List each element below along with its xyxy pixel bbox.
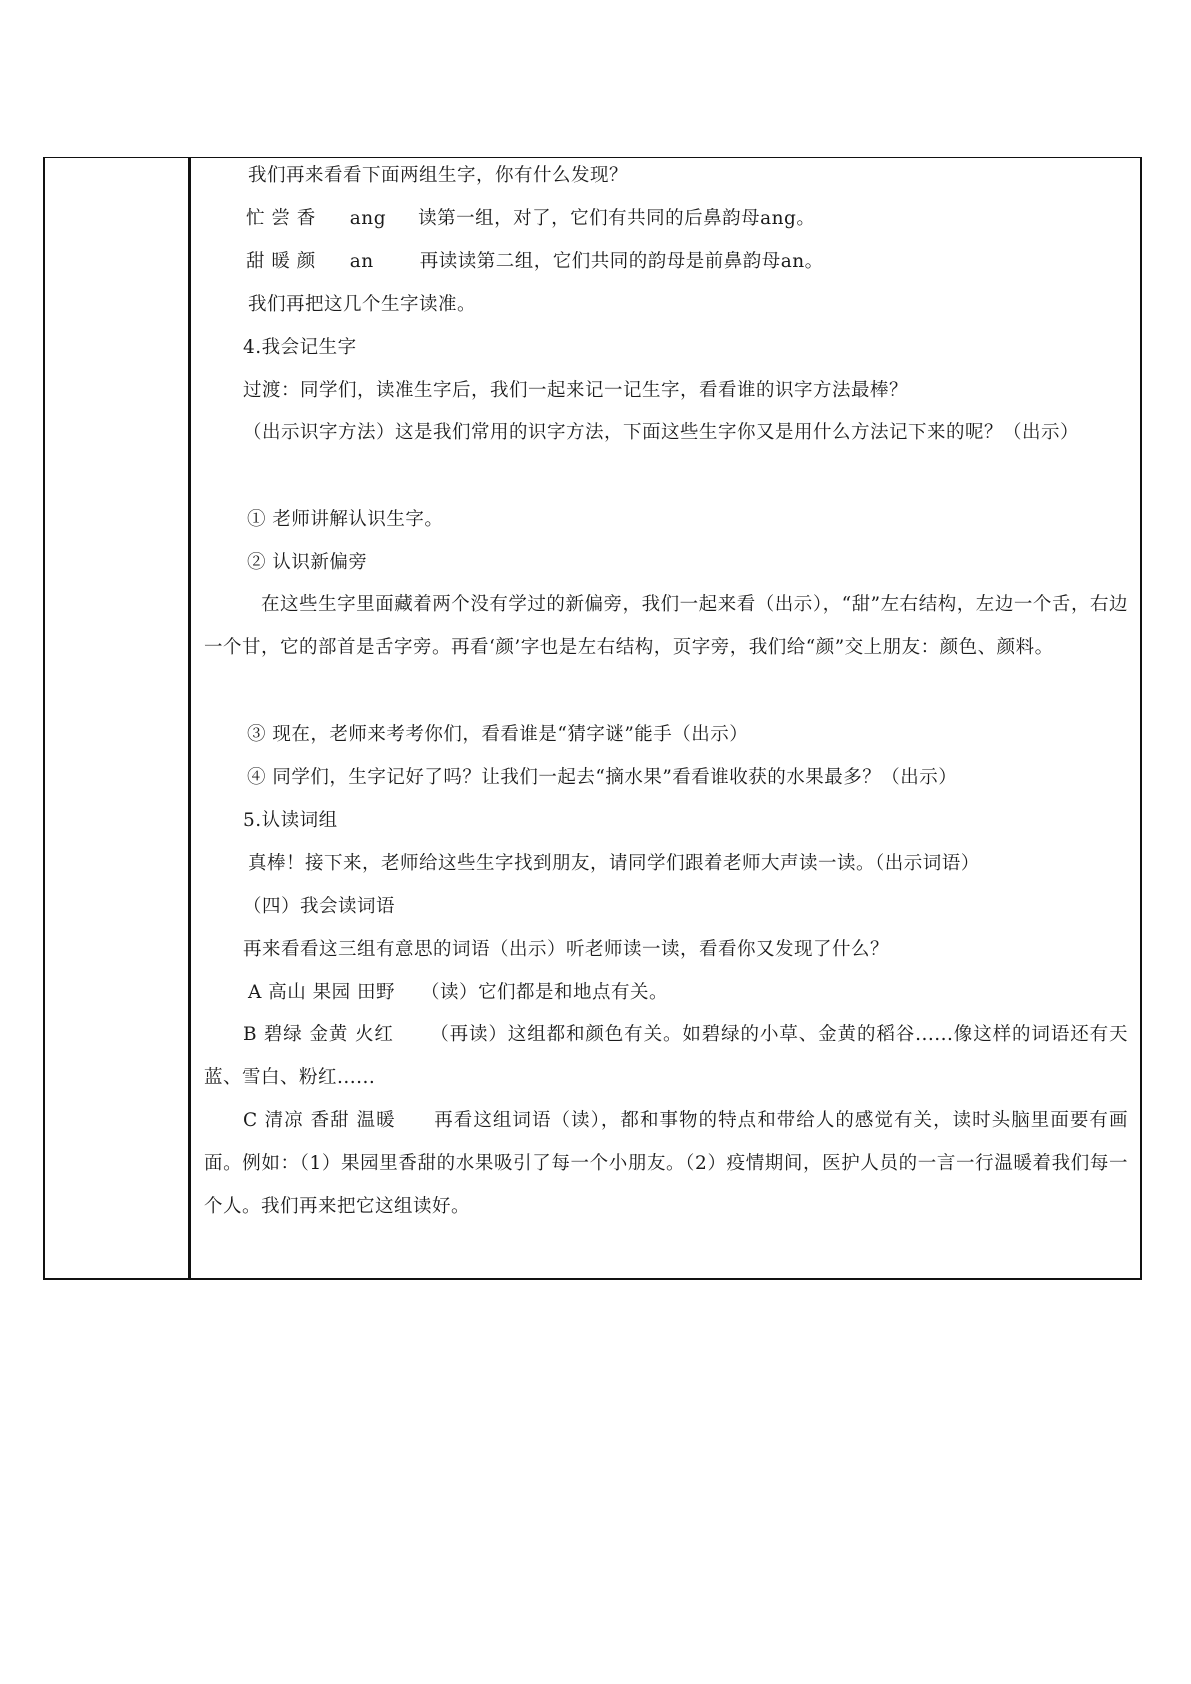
- line-read-again: 我们再把这几个生字读准。: [248, 294, 477, 315]
- word-group-c-words: C 清凉 香甜 温暖: [243, 1110, 396, 1131]
- step-2-new-radicals: ② 认识新偏旁: [247, 552, 368, 573]
- section-heading-read-phrases: 5.认读词组: [243, 810, 338, 831]
- step-1-teacher-explains: ① 老师讲解认识生字。: [247, 509, 444, 530]
- line-three-groups: 再来看看这三组有意思的词语（出示）听老师读一读，看看你又发现了什么？: [243, 939, 890, 960]
- word-group-c-explanation: 再看这组词语（读），都和事物的特点和带给人的感觉有关，读时头脑里面要有画面。例如：（1）果园里香甜的水果吸引了每一个小朋友。（2）疫情期间，医护人员的一言一行温暖着我们每一个人。我们再来把它这组读好。: [204, 1110, 1128, 1217]
- an-final: an: [349, 251, 374, 272]
- line-discover-question: 我们再来看看下面两组生字，你有什么发现？: [248, 165, 629, 186]
- paragraph-radicals-explanation: 在这些生字里面藏着两个没有学过的新偏旁，我们一起来看（出示），“甜”左右结构，左边一个舌，右边一个甘，它的部首是舌字旁。再看‘颜’字也是左右结构，页字旁，我们给“颜”交上朋友：颜色、颜料。: [204, 594, 1128, 658]
- paragraph-show-methods: （出示识字方法）这是我们常用的识字方法，下面这些生字你又是用什么方法记下来的呢？（出示）: [243, 422, 1080, 443]
- left-column-cell: [45, 158, 191, 1278]
- ang-group-chars: 忙 尝 香: [246, 208, 316, 229]
- step-4-pick-fruit: ④ 同学们，生字记好了吗？让我们一起去“摘水果”看看谁收获的水果最多？（出示）: [247, 767, 958, 788]
- lesson-table: [43, 157, 1142, 1280]
- step-3-riddle: ③ 现在，老师来考考你们，看看谁是“猜字谜”能手（出示）: [247, 724, 749, 745]
- line-an-group: [246, 250, 824, 274]
- line-find-friends: 真棒！接下来，老师给这些生字找到朋友，请同学们跟着老师大声读一读。（出示词语）: [248, 853, 980, 874]
- word-group-a-words: A 高山 果园 田野: [248, 982, 396, 1003]
- ang-final: ang: [349, 208, 387, 229]
- section-heading-read-words: （四）我会读词语: [243, 896, 396, 917]
- word-group-c: [204, 1099, 1128, 1228]
- an-group-chars: 甜 暖 颜: [246, 251, 316, 272]
- section-heading-remember-chars: 4.我会记生字: [243, 337, 357, 358]
- content-cell: [191, 158, 1140, 1278]
- ang-group-explanation: 读第一组，对了，它们有共同的后鼻韵母ang。: [418, 208, 816, 229]
- line-transition: 过渡：同学们，读准生字后，我们一起来记一记生字，看看谁的识字方法最棒？: [243, 380, 909, 401]
- word-group-a: [248, 981, 668, 1005]
- word-group-a-explanation: （读）它们都是和地点有关。: [421, 982, 669, 1003]
- word-group-b-words: B 碧绿 金黄 火红: [243, 1024, 394, 1045]
- line-ang-group: [246, 207, 815, 231]
- word-group-b-explanation: （再读）这组都和颜色有关。如碧绿的小草、金黄的稻谷......像这样的词语还有天蓝、雪白、粉红......: [204, 1024, 1128, 1088]
- word-group-b: [204, 1013, 1128, 1099]
- an-group-explanation: 再读读第二组，它们共同的韵母是前鼻韵母an。: [419, 251, 824, 272]
